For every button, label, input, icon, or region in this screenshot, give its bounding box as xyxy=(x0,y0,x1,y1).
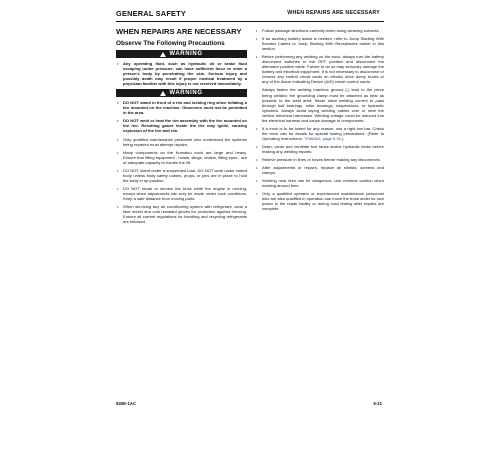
list-item: • Many components on the Komatsu truck are large and heavy. Ensure that lifting equipment - hoists, slings, chains, lifting eyes - are of adequate capacity to handle the lift. xyxy=(116,150,247,165)
welding-paragraph: Always fasten the welding machine ground (-) lead to the piece being welded; the grounding clamp must be attached as near as possible to the weld area. Never allow welding current to pass through ball bearings, roller bearings, suspensions, or hydraulic cylinders. Always avoid laying welding cables over or near the vehicle electrical harnesses. Welding voltage could be induced into the electrical harness and cause damage to components. xyxy=(262,87,384,123)
section-subtitle: Observe The Following Precautions xyxy=(116,40,225,47)
list-item: • Working near tires can be dangerous. Use extreme caution when working around tires. xyxy=(255,178,384,188)
list-item: • Only qualified maintenance personnel who understand the systems being repaired must attempt repairs. xyxy=(116,137,247,147)
left-column xyxy=(116,27,247,227)
towing-text-end: .) xyxy=(341,135,344,141)
list-item: • Relieve pressure in lines or hoses before making any disconnects. xyxy=(255,157,384,162)
list-item: • Before performing any welding on the truck, always turn the battery disconnect switches to the OFF position and disconnect the alternator positive cable. Failure to do so may seriously damage the battery and electrical equipment. It is not necessary to disconnect or remove any control circuit cards on electric drive dump trucks or any of the Alarm Indicating Device (AID) circuit control cards. xyxy=(255,54,384,84)
header-rule xyxy=(116,21,384,22)
warning-triangle-icon xyxy=(160,91,166,96)
list-item-towing xyxy=(255,126,384,141)
precaution-list-right xyxy=(255,28,384,84)
precaution-list-right-2 xyxy=(255,126,384,212)
warning-triangle-icon xyxy=(160,52,166,57)
warning-list-2 xyxy=(116,100,247,133)
warning-item: • Any operating fluid, such as hydraulic oil or brake fluid escaping under pressure, can have sufficient force to enter a person's body by penetrating the skin. Serious injury and possibly death may result if proper medical treatment by a physician familiar with this injury is not received immediately. xyxy=(116,61,247,86)
list-item: • After adjustments or repairs, replace all shields, screens and clamps. xyxy=(255,165,384,175)
warning-banner-1 xyxy=(116,50,247,58)
list-item: • DO NOT stand under a suspended load. DO NOT work under raised body unless body safety cables, props, or pins are in place to hold the body in up position. xyxy=(116,168,247,183)
list-item: • When servicing any air conditioning system with refrigerant, wear a face shield and cold resistant gloves for protection against freezing. Ensure all current regulations for handling and recycling refrigerants are followed. xyxy=(116,204,247,224)
warning-list-1 xyxy=(116,61,247,86)
page-header xyxy=(0,9,500,21)
list-item: • Follow package directions carefully when using cleaning solvents. xyxy=(255,28,384,33)
warning-item: • DO NOT weld or heat the rim assembly with the tire mounted on the rim. Resulting gases inside the tire may ignite, causing explosion of the tire and rim. xyxy=(116,118,247,133)
warning-banner-2 xyxy=(116,89,247,97)
towing-link[interactable]: TOWING, page 5-31 xyxy=(304,135,342,141)
header-topic-title: WHEN REPAIRS ARE NECESSARY xyxy=(287,10,380,16)
warning-label: WARNING xyxy=(169,90,203,97)
precaution-list-left xyxy=(116,137,247,225)
right-column xyxy=(255,28,384,214)
header-section-title: GENERAL SAFETY xyxy=(116,9,187,18)
warning-item: • DO NOT stand in front of a rim and locking ring when inflating a tire mounted on the machine. Observers must not be permitted in the area. xyxy=(116,100,247,115)
list-item: • Drain, clean and ventilate fuel tanks and/or hydraulic tanks before making any welding repairs. xyxy=(255,144,384,154)
list-item: • DO NOT repair or service the truck while the engine is running, except when adjustments can only be made under such conditions. Keep a safe distance from moving parts. xyxy=(116,186,247,201)
list-item: • Only a qualified operator or experienced maintenance personnel who are also qualified in operation can move the truck under its own power in the repair facility or during road testing after repairs are complete. xyxy=(255,191,384,211)
list-item: • If an auxiliary battery assist is needed, refer to Jump Starting With Booster Cables or Jump Starting With Receptacles earlier in this section. xyxy=(255,36,384,51)
warning-label: WARNING xyxy=(169,51,203,57)
footer-page-number: 5-21 xyxy=(373,401,382,406)
towing-text: If a truck is to be towed for any reason, use a rigid tow bar. Check the truck cab for decals for special towing precautions. (Refer to Operating Instructions- xyxy=(262,125,384,141)
section-title: WHEN REPAIRS ARE NECESSARY xyxy=(116,27,242,36)
footer-model: 930E-1AC xyxy=(116,401,137,406)
